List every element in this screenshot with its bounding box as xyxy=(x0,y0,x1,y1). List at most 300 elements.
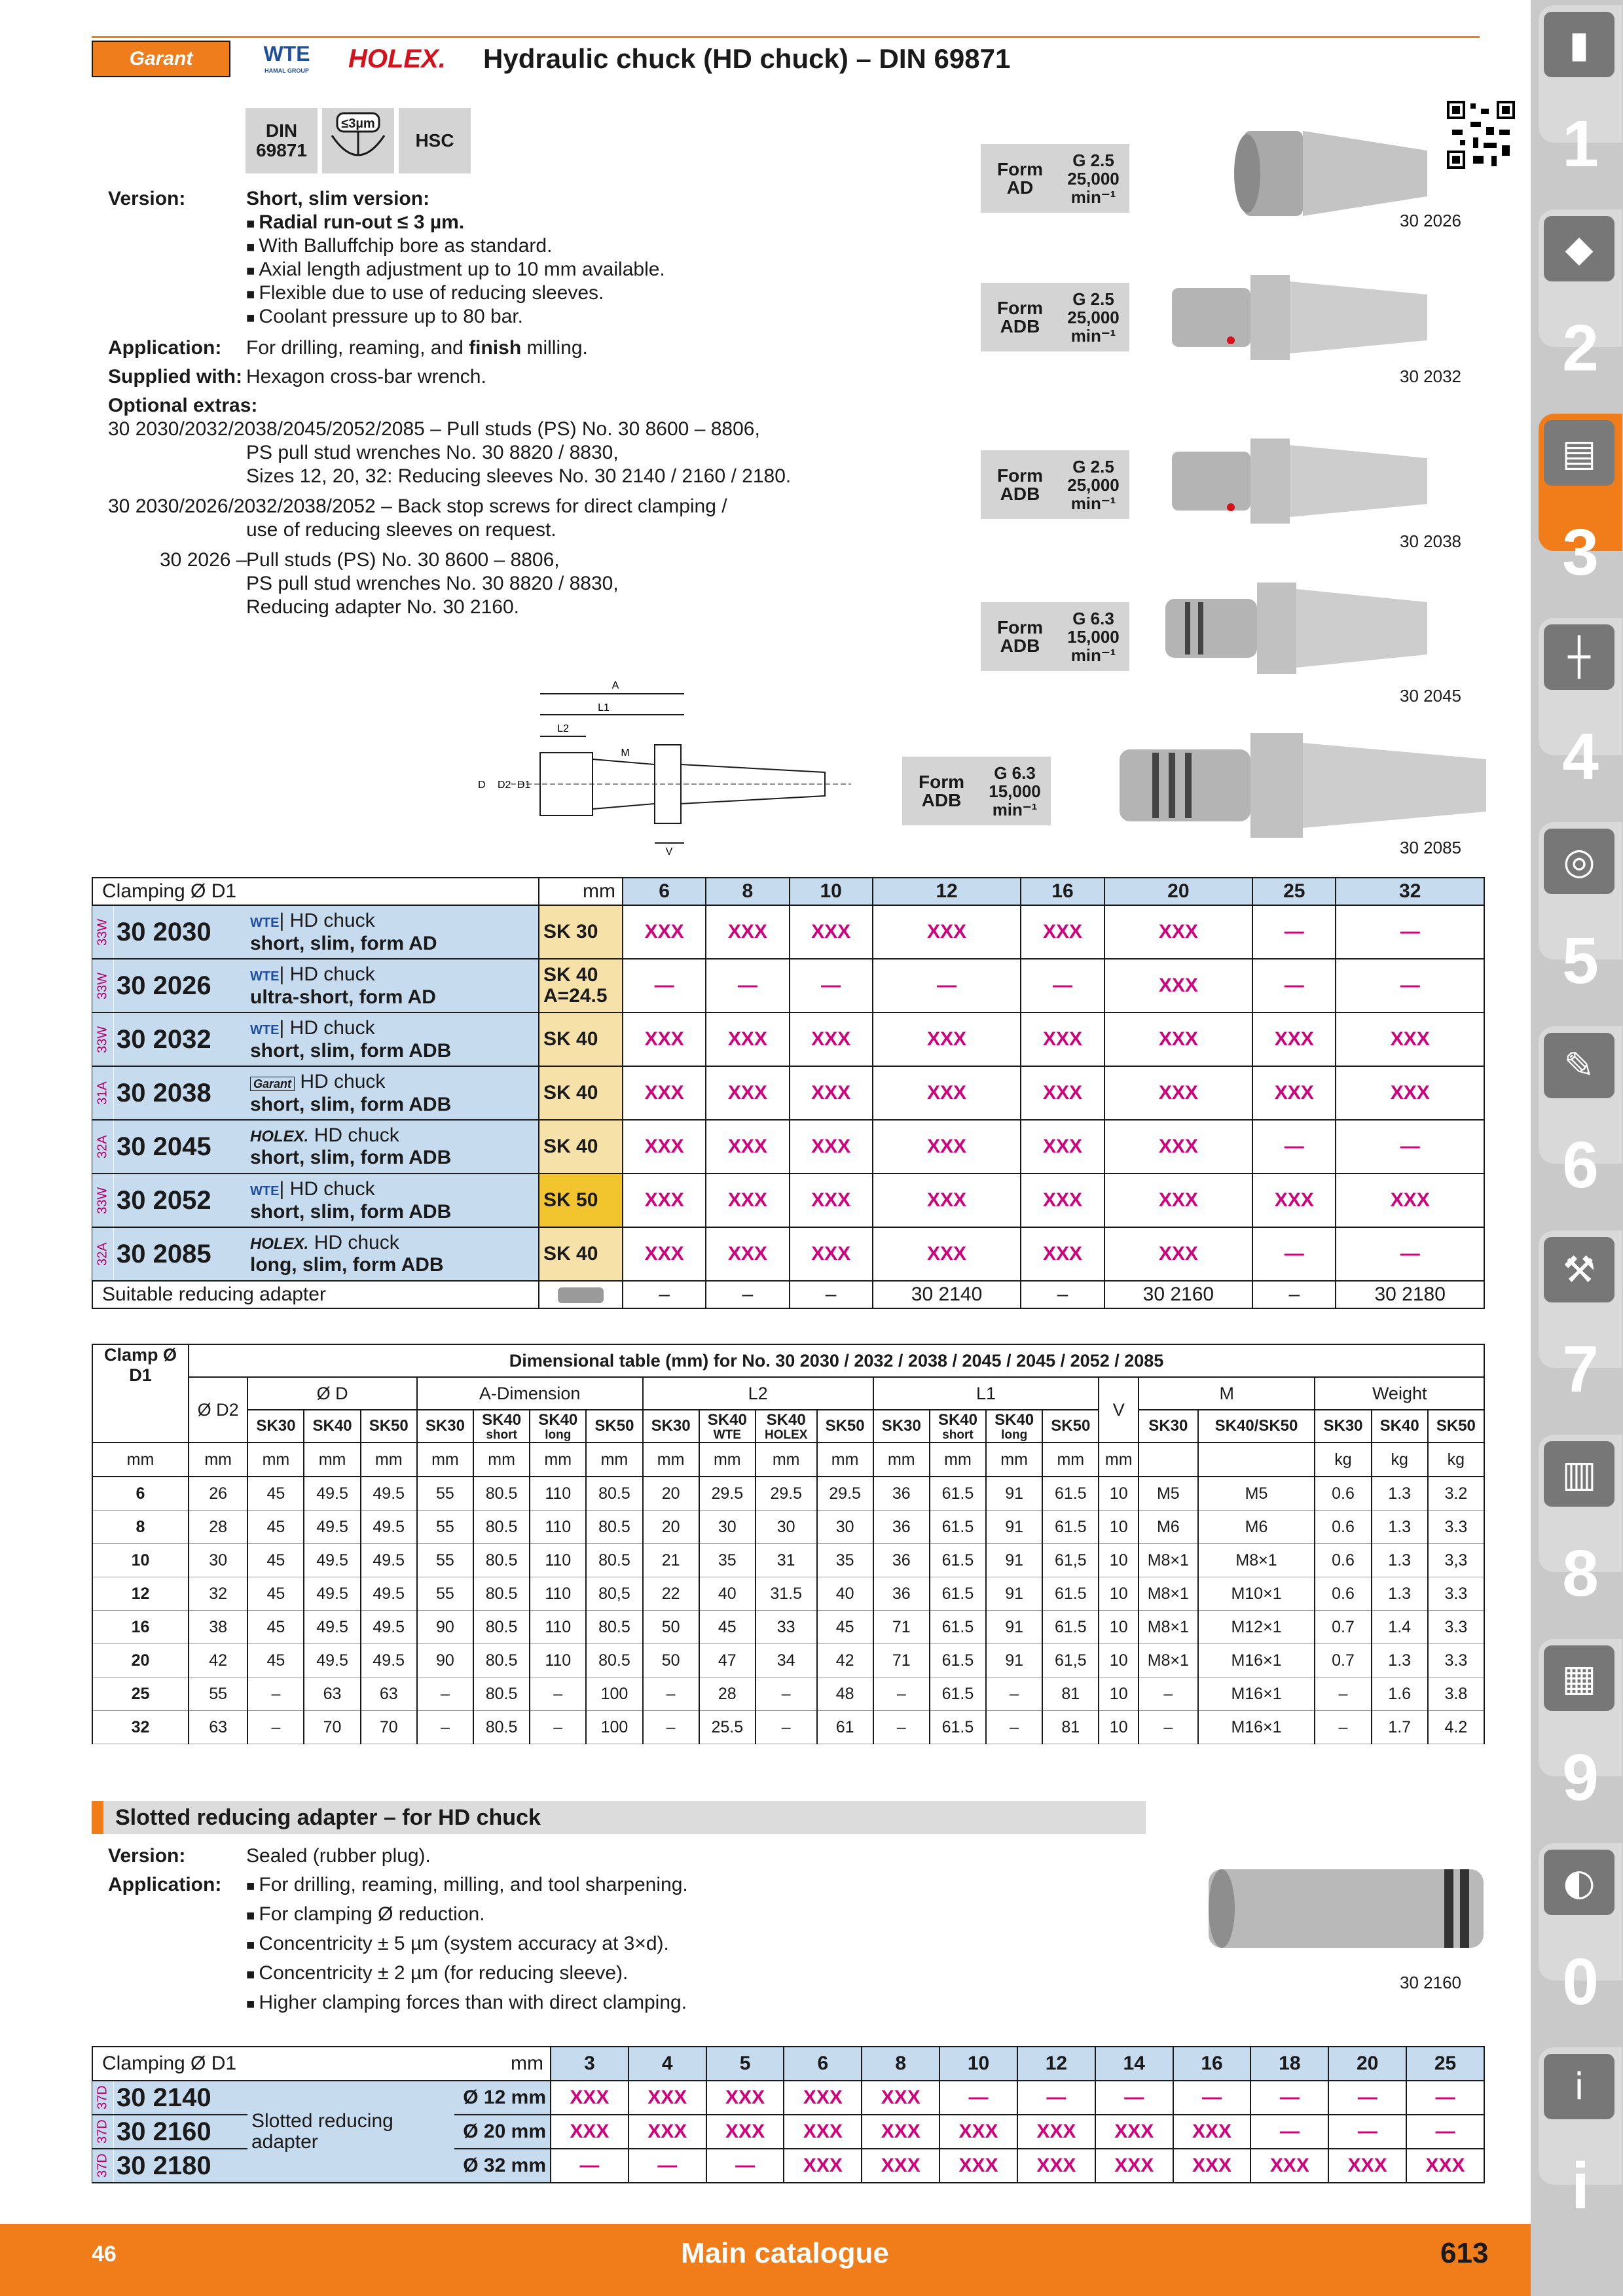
chapter-6-icon[interactable]: ✎ xyxy=(1544,1033,1614,1098)
chapter-1-icon[interactable]: ▮ xyxy=(1544,12,1614,77)
table-row[interactable] xyxy=(92,959,1484,1013)
units-row xyxy=(92,1443,1484,1477)
chapter-2-icon[interactable]: ◆ xyxy=(1544,216,1614,281)
product-description: HOLEX. HD chuck short, slim, form ADB xyxy=(247,1120,539,1174)
dimension-cell: 49.5 xyxy=(361,1511,417,1544)
chapter-number[interactable]: 9 xyxy=(1562,1741,1599,1814)
supplied-text: Hexagon cross-bar wrench. xyxy=(246,366,486,387)
availability-cell[interactable]: XXX xyxy=(1328,2149,1406,2183)
subheader-cell: SK40 WTE xyxy=(699,1410,756,1443)
unit-cell: mm xyxy=(247,1443,304,1477)
product-description: WTE| HD chuck short, slim, form ADB xyxy=(247,1013,539,1066)
availability-cell[interactable]: XXX xyxy=(1021,1227,1104,1281)
availability-cell[interactable]: XXX xyxy=(1021,1013,1104,1066)
price-tag: 33W xyxy=(92,959,114,1013)
group-header: L2 xyxy=(643,1377,873,1410)
dimension-cell: – xyxy=(1315,1711,1371,1744)
availability-cell[interactable]: — xyxy=(623,959,706,1013)
availability-cell[interactable]: XXX xyxy=(862,2115,939,2149)
dimension-cell: – xyxy=(986,1677,1042,1711)
dimension-cell: 34 xyxy=(756,1644,817,1677)
availability-cell[interactable]: XXX xyxy=(873,1227,1021,1281)
table-row[interactable] xyxy=(92,1477,1484,1511)
availability-cell[interactable]: XXX xyxy=(1104,1013,1253,1066)
dimension-cell: 80.5 xyxy=(473,1644,530,1677)
dimension-cell: 0.6 xyxy=(1315,1511,1371,1544)
adapter-diameter: Ø 20 mm xyxy=(454,2115,551,2149)
product-number[interactable]: 30 2140 xyxy=(114,2081,247,2115)
group-header: Ø D xyxy=(247,1377,417,1410)
product-description: Slotted reducing adapter xyxy=(247,2081,454,2183)
availability-cell[interactable]: XXX xyxy=(873,905,1021,959)
subheader-cell: SK50 xyxy=(361,1410,417,1443)
product-description: WTE| HD chuck ultra-short, form AD xyxy=(247,959,539,1013)
dimension-cell: 91 xyxy=(986,1577,1042,1611)
availability-cell[interactable]: — xyxy=(1252,959,1336,1013)
availability-cell[interactable]: XXX xyxy=(1104,1066,1253,1120)
table-row[interactable] xyxy=(92,1677,1484,1711)
dimension-cell: 35 xyxy=(817,1544,873,1577)
table-row[interactable] xyxy=(92,1544,1484,1577)
taper-size: SK 40 xyxy=(539,1227,623,1281)
adapter-cell[interactable]: 30 2160 xyxy=(1104,1281,1253,1308)
dimension-cell: 45 xyxy=(247,1477,304,1511)
dimension-cell: 3,3 xyxy=(1428,1544,1484,1577)
dimension-cell: 0.7 xyxy=(1315,1644,1371,1677)
bullet-item: ■ Coolant pressure up to 80 bar. xyxy=(246,305,523,330)
availability-cell[interactable]: XXX xyxy=(1336,1013,1484,1066)
availability-cell[interactable]: XXX xyxy=(1095,2149,1173,2183)
optional-text: 30 2026 – xyxy=(160,549,247,571)
product-number[interactable]: 30 2026 xyxy=(114,959,247,1013)
product-number[interactable]: 30 2045 xyxy=(114,1120,247,1174)
subheader-cell: SK30 xyxy=(1315,1410,1371,1443)
chapter-4-icon[interactable]: ┼ xyxy=(1544,624,1614,690)
price-tag: 37D xyxy=(92,2115,114,2149)
adapter-cell[interactable]: – xyxy=(1021,1281,1104,1308)
table-row[interactable] xyxy=(92,1066,1484,1120)
clamping-header: Clamping Ø D1 xyxy=(92,878,539,905)
dimension-cell: 49.5 xyxy=(304,1544,360,1577)
price-tag: 32A xyxy=(92,1227,114,1281)
dim-d2-label: D2 xyxy=(498,780,511,791)
size-header: 10 xyxy=(790,878,873,905)
dimension-cell: 91 xyxy=(986,1511,1042,1544)
dimension-cell: – xyxy=(247,1677,304,1711)
availability-cell[interactable]: XXX xyxy=(623,1174,706,1227)
size-header: 16 xyxy=(1021,878,1104,905)
group-header: M xyxy=(1139,1377,1315,1410)
product-description: WTE| HD chuck short, slim, form ADB xyxy=(247,1174,539,1227)
product-number[interactable]: 30 2038 xyxy=(114,1066,247,1120)
taper-size: SK 40 xyxy=(539,1120,623,1174)
product-number[interactable]: 30 2052 xyxy=(114,1174,247,1227)
table-row[interactable] xyxy=(92,1611,1484,1644)
taper-size: SK 40 xyxy=(539,1066,623,1120)
chapter-9-icon[interactable]: ▦ xyxy=(1544,1645,1614,1711)
availability-cell[interactable]: XXX xyxy=(551,2115,629,2149)
availability-cell[interactable]: — xyxy=(873,959,1021,1013)
chapter-number[interactable]: 1 xyxy=(1562,107,1599,181)
availability-cell[interactable]: XXX xyxy=(1104,905,1253,959)
dimension-cell: 10 xyxy=(1099,1677,1139,1711)
dim-l1-label: L1 xyxy=(598,702,610,713)
product-number[interactable]: 30 2030 xyxy=(114,905,247,959)
availability-cell[interactable]: XXX xyxy=(873,1013,1021,1066)
availability-cell[interactable]: XXX xyxy=(939,2149,1017,2183)
product-number[interactable]: 30 2085 xyxy=(114,1227,247,1281)
dimension-cell: 1.3 xyxy=(1372,1511,1428,1544)
bullet-item: ■ With Balluffchip bore as standard. xyxy=(246,234,552,259)
table-row[interactable] xyxy=(92,1511,1484,1544)
chuck-image xyxy=(1159,563,1427,687)
dimension-cell: 81 xyxy=(1042,1711,1099,1744)
dimension-cell: 0.6 xyxy=(1315,1577,1371,1611)
availability-cell[interactable]: — xyxy=(1336,959,1484,1013)
availability-cell[interactable]: XXX xyxy=(784,2149,862,2183)
dimension-cell: 61.5 xyxy=(930,1544,986,1577)
price-tag: 33W xyxy=(92,905,114,959)
dimension-cell: M10×1 xyxy=(1198,1577,1315,1611)
qr-code-icon[interactable] xyxy=(1444,98,1518,171)
availability-cell[interactable]: — xyxy=(551,2149,629,2183)
dimension-cell: 61.5 xyxy=(1042,1577,1099,1611)
product-number: 30 2038 xyxy=(1400,531,1461,551)
dimension-cell: 80.5 xyxy=(473,1477,530,1511)
availability-cell[interactable]: XXX xyxy=(623,1066,706,1120)
availability-cell[interactable]: XXX xyxy=(551,2081,629,2115)
chapter-number[interactable]: i xyxy=(1571,2149,1590,2223)
availability-cell[interactable]: XXX xyxy=(1336,1066,1484,1120)
dimension-cell: 100 xyxy=(586,1711,642,1744)
dimension-cell: 45 xyxy=(247,1644,304,1677)
chapter-number[interactable]: 8 xyxy=(1562,1537,1599,1610)
chuck-image xyxy=(1165,419,1427,537)
dimension-cell: 36 xyxy=(873,1511,930,1544)
unit-cell: mm xyxy=(643,1443,699,1477)
dimension-cell: 80.5 xyxy=(586,1644,642,1677)
availability-cell[interactable]: XXX xyxy=(1250,2149,1328,2183)
availability-cell[interactable]: XXX xyxy=(706,1120,789,1174)
availability-cell[interactable]: — xyxy=(1328,2081,1406,2115)
unit-cell: mm xyxy=(1042,1443,1099,1477)
dimension-cell: 31.5 xyxy=(756,1577,817,1611)
chapter-number[interactable]: 7 xyxy=(1562,1333,1599,1406)
availability-cell[interactable]: — xyxy=(1336,1120,1484,1174)
availability-cell[interactable]: XXX xyxy=(706,1066,789,1120)
adapter-cell[interactable]: – xyxy=(623,1281,706,1308)
subheader-cell: SK40 short xyxy=(930,1410,986,1443)
table-row[interactable] xyxy=(92,1227,1484,1281)
availability-cell[interactable]: — xyxy=(1406,2115,1484,2149)
unit-cell: kg xyxy=(1315,1443,1371,1477)
table-row[interactable] xyxy=(92,1174,1484,1227)
dimension-cell: 49.5 xyxy=(361,1611,417,1644)
availability-cell[interactable]: — xyxy=(1406,2081,1484,2115)
dimension-cell: M6 xyxy=(1139,1511,1198,1544)
subheader-cell: SK50 xyxy=(586,1410,642,1443)
availability-cell[interactable]: — xyxy=(1250,2081,1328,2115)
table-row[interactable] xyxy=(92,1577,1484,1611)
availability-cell[interactable]: XXX xyxy=(623,1120,706,1174)
bullet-item: ■ For clamping Ø reduction. xyxy=(246,1903,485,1928)
availability-cell[interactable]: XXX xyxy=(790,1120,873,1174)
taper-size: SK 30 xyxy=(539,905,623,959)
availability-cell[interactable]: — xyxy=(1336,1227,1484,1281)
size-header: 32 xyxy=(1336,878,1484,905)
chapter-3-icon[interactable]: ▤ xyxy=(1544,420,1614,486)
dimension-cell: 70 xyxy=(361,1711,417,1744)
price-tag: 33W xyxy=(92,1013,114,1066)
bullet-item: ■ Axial length adjustment up to 10 mm available. xyxy=(246,258,665,283)
dimension-cell: – xyxy=(756,1711,817,1744)
table-row[interactable] xyxy=(92,2081,1484,2115)
availability-cell[interactable]: XXX xyxy=(1336,1174,1484,1227)
availability-cell[interactable]: XXX xyxy=(790,1227,873,1281)
availability-cell[interactable]: — xyxy=(1095,2081,1173,2115)
availability-cell[interactable]: XXX xyxy=(623,1013,706,1066)
availability-cell[interactable]: XXX xyxy=(873,1120,1021,1174)
availability-cell[interactable]: XXX xyxy=(623,905,706,959)
section-title: Slotted reducing adapter – for HD chuck xyxy=(115,1805,541,1830)
availability-cell[interactable]: XXX xyxy=(862,2081,939,2115)
dimension-cell: 80.5 xyxy=(473,1577,530,1611)
subheader-cell: SK30 xyxy=(873,1410,930,1443)
dimension-cell: 3.3 xyxy=(1428,1511,1484,1544)
dimension-cell: M8×1 xyxy=(1139,1544,1198,1577)
availability-cell[interactable]: XXX xyxy=(862,2149,939,2183)
table-row[interactable] xyxy=(92,1120,1484,1174)
availability-cell[interactable]: XXX xyxy=(1252,1066,1336,1120)
dimension-cell: – xyxy=(530,1711,586,1744)
dimension-cell: 80.5 xyxy=(586,1511,642,1544)
dim-v-label: V xyxy=(665,846,673,857)
adapter-cell[interactable]: 30 2180 xyxy=(1336,1281,1484,1308)
dimension-cell: 1.4 xyxy=(1372,1611,1428,1644)
dimension-cell: 110 xyxy=(530,1611,586,1644)
availability-cell[interactable]: XXX xyxy=(629,2081,706,2115)
unit-cell: mm xyxy=(189,1443,247,1477)
supplied-label: Supplied with: xyxy=(108,366,242,387)
chapter-number[interactable]: 3 xyxy=(1562,516,1599,589)
unit-cell: mm xyxy=(304,1443,360,1477)
clamp-diameter: 10 xyxy=(92,1544,189,1577)
dimension-cell: 49.5 xyxy=(361,1644,417,1677)
availability-cell[interactable]: XXX xyxy=(1021,1066,1104,1120)
unit-cell: mm xyxy=(1099,1443,1139,1477)
table-row[interactable] xyxy=(92,1711,1484,1744)
group-header: V xyxy=(1099,1377,1139,1443)
availability-cell[interactable]: — xyxy=(1328,2115,1406,2149)
dimension-cell: 3.3 xyxy=(1428,1644,1484,1677)
dimension-cell: 61.5 xyxy=(930,1511,986,1544)
table-row[interactable] xyxy=(92,1013,1484,1066)
availability-cell[interactable]: — xyxy=(706,959,789,1013)
chapter-5-icon[interactable]: ◎ xyxy=(1544,829,1614,894)
availability-cell[interactable]: — xyxy=(1336,905,1484,959)
dimension-cell: 42 xyxy=(189,1644,247,1677)
dimension-cell: 110 xyxy=(530,1544,586,1577)
availability-cell[interactable]: XXX xyxy=(1017,2115,1095,2149)
application-text: For drilling, reaming, and finish milling. xyxy=(246,337,588,359)
chapter-number[interactable]: 2 xyxy=(1562,312,1599,385)
dimension-cell: – xyxy=(530,1677,586,1711)
availability-cell[interactable]: XXX xyxy=(1021,1120,1104,1174)
availability-cell[interactable]: XXX xyxy=(1104,1120,1253,1174)
availability-cell[interactable]: XXX xyxy=(1252,1174,1336,1227)
adapter-cell[interactable]: – xyxy=(706,1281,789,1308)
availability-cell[interactable]: XXX xyxy=(1406,2149,1484,2183)
availability-cell[interactable]: XXX xyxy=(1252,1013,1336,1066)
dimension-cell: 45 xyxy=(247,1544,304,1577)
availability-cell[interactable]: XXX xyxy=(1095,2115,1173,2149)
availability-cell[interactable]: XXX xyxy=(1104,1227,1253,1281)
availability-cell[interactable]: — xyxy=(790,959,873,1013)
availability-cell[interactable]: — xyxy=(939,2081,1017,2115)
availability-cell[interactable]: XXX xyxy=(629,2115,706,2149)
dimension-cell: 49.5 xyxy=(304,1511,360,1544)
dimension-cell: – xyxy=(1139,1711,1198,1744)
footer-page-number: 613 xyxy=(1440,2237,1489,2269)
adapter-cell[interactable]: 30 2140 xyxy=(873,1281,1021,1308)
chapter-0-icon[interactable]: ◐ xyxy=(1544,1850,1614,1915)
price-tag: 37D xyxy=(92,2081,114,2115)
unit-cell: mm xyxy=(986,1443,1042,1477)
chapter-8-icon[interactable]: ▥ xyxy=(1544,1441,1614,1507)
dimension-cell: 28 xyxy=(699,1677,756,1711)
dimension-cell: 61,5 xyxy=(1042,1544,1099,1577)
balance-label: G 6.3 15,000 min⁻¹ xyxy=(979,757,1051,825)
availability-cell[interactable]: XXX xyxy=(706,1227,789,1281)
availability-cell[interactable]: — xyxy=(629,2149,706,2183)
unit-cell: mm xyxy=(530,1443,586,1477)
availability-cell[interactable]: XXX xyxy=(1017,2149,1095,2183)
adapter-row xyxy=(92,1281,1484,1308)
table-row[interactable] xyxy=(92,1644,1484,1677)
dimension-cell: 1.3 xyxy=(1372,1544,1428,1577)
chapter-number[interactable]: 0 xyxy=(1562,1945,1599,2018)
availability-cell[interactable]: XXX xyxy=(1173,2149,1251,2183)
availability-cell[interactable]: XXX xyxy=(784,2115,862,2149)
subheader-cell: SK30 xyxy=(643,1410,699,1443)
availability-cell[interactable]: XXX xyxy=(790,1013,873,1066)
availability-cell[interactable]: XXX xyxy=(873,1066,1021,1120)
availability-cell[interactable]: XXX xyxy=(939,2115,1017,2149)
availability-cell[interactable]: — xyxy=(706,2149,784,2183)
size-header: 10 xyxy=(939,2047,1017,2081)
availability-cell[interactable]: — xyxy=(1173,2081,1251,2115)
chapter-7-icon[interactable]: ⚒ xyxy=(1544,1237,1614,1302)
footer-catalogue-title: Main catalogue xyxy=(681,2237,889,2269)
adapter-icon xyxy=(539,1281,623,1308)
dimension-cell: 80.5 xyxy=(586,1544,642,1577)
dimension-cell: 49.5 xyxy=(304,1611,360,1644)
availability-cell[interactable]: XXX xyxy=(790,905,873,959)
dimension-cell: 49.5 xyxy=(304,1477,360,1511)
dimension-cell: – xyxy=(417,1677,473,1711)
availability-cell[interactable]: — xyxy=(1017,2081,1095,2115)
chapter-number[interactable]: 6 xyxy=(1562,1128,1599,1202)
dimension-cell: – xyxy=(986,1711,1042,1744)
availability-cell[interactable]: XXX xyxy=(1104,959,1253,1013)
availability-cell[interactable]: — xyxy=(1021,959,1104,1013)
dimension-cell: 80.5 xyxy=(473,1611,530,1644)
availability-cell[interactable]: XXX xyxy=(1021,1174,1104,1227)
availability-cell[interactable]: XXX xyxy=(790,1066,873,1120)
optional-text: PS pull stud wrenches No. 30 8820 / 8830, xyxy=(246,442,619,463)
product-number[interactable]: 30 2032 xyxy=(114,1013,247,1066)
clamping-header: Clamping Ø D1 xyxy=(92,2047,454,2081)
chapter-number[interactable]: 5 xyxy=(1562,924,1599,997)
adapter-cell[interactable]: – xyxy=(790,1281,873,1308)
subheader-cell: SK50 xyxy=(817,1410,873,1443)
adapter-cell[interactable]: – xyxy=(1252,1281,1336,1308)
availability-cell[interactable]: XXX xyxy=(706,905,789,959)
availability-cell[interactable]: — xyxy=(1252,905,1336,959)
dimension-cell: M16×1 xyxy=(1198,1677,1315,1711)
optional-text: Reducing adapter No. 30 2160. xyxy=(246,596,519,618)
availability-cell[interactable]: XXX xyxy=(706,2115,784,2149)
availability-cell[interactable]: XXX xyxy=(1173,2115,1251,2149)
adapter-diameter: Ø 32 mm xyxy=(454,2149,551,2183)
size-header: 5 xyxy=(706,2047,784,2081)
subheader-cell: SK40 long xyxy=(530,1410,586,1443)
table-row[interactable] xyxy=(92,905,1484,959)
balance-label: G 2.5 25,000 min⁻¹ xyxy=(1057,450,1129,519)
dimension-cell: 61.5 xyxy=(1042,1511,1099,1544)
subheader-cell: SK50 xyxy=(1042,1410,1099,1443)
availability-cell[interactable]: XXX xyxy=(1021,905,1104,959)
price-tag: 31A xyxy=(92,1066,114,1120)
chapter-i-icon[interactable]: i xyxy=(1544,2054,1614,2119)
availability-cell[interactable]: XXX xyxy=(623,1227,706,1281)
dimension-cell: 49.5 xyxy=(361,1477,417,1511)
footer-page-code: 46 xyxy=(92,2242,117,2267)
availability-cell[interactable]: XXX xyxy=(706,1013,789,1066)
product-number[interactable]: 30 2160 xyxy=(114,2115,247,2149)
dimension-cell: 0.6 xyxy=(1315,1477,1371,1511)
availability-cell[interactable]: XXX xyxy=(790,1174,873,1227)
product-number[interactable]: 30 2180 xyxy=(114,2149,247,2183)
dimension-cell: 36 xyxy=(873,1577,930,1611)
availability-cell[interactable]: XXX xyxy=(706,2081,784,2115)
dimension-cell: 49.5 xyxy=(361,1544,417,1577)
availability-cell[interactable]: — xyxy=(1252,1227,1336,1281)
chuck-selection-table xyxy=(92,877,1485,1309)
product-number: 30 2045 xyxy=(1400,686,1461,706)
availability-cell[interactable]: XXX xyxy=(706,1174,789,1227)
dimension-cell: 80.5 xyxy=(473,1711,530,1744)
availability-cell[interactable]: XXX xyxy=(784,2081,862,2115)
chuck-image xyxy=(1113,720,1486,851)
availability-cell[interactable]: — xyxy=(1252,1120,1336,1174)
product-description: HOLEX. HD chuck long, slim, form ADB xyxy=(247,1227,539,1281)
availability-cell[interactable]: XXX xyxy=(873,1174,1021,1227)
dimension-cell: 80.5 xyxy=(473,1677,530,1711)
dim-l2-label: L2 xyxy=(557,723,569,734)
size-header: 12 xyxy=(1017,2047,1095,2081)
dimension-table xyxy=(92,1344,1485,1744)
clamp-diameter: 25 xyxy=(92,1677,189,1711)
dimension-cell: 110 xyxy=(530,1477,586,1511)
availability-cell[interactable]: XXX xyxy=(1104,1174,1253,1227)
dimension-cell: M6 xyxy=(1198,1511,1315,1544)
dim-m-label: M xyxy=(621,747,630,759)
chapter-number[interactable]: 4 xyxy=(1562,720,1599,793)
dimension-cell: M5 xyxy=(1139,1477,1198,1511)
subheader-cell: SK50 xyxy=(1428,1410,1484,1443)
availability-cell[interactable]: — xyxy=(1250,2115,1328,2149)
